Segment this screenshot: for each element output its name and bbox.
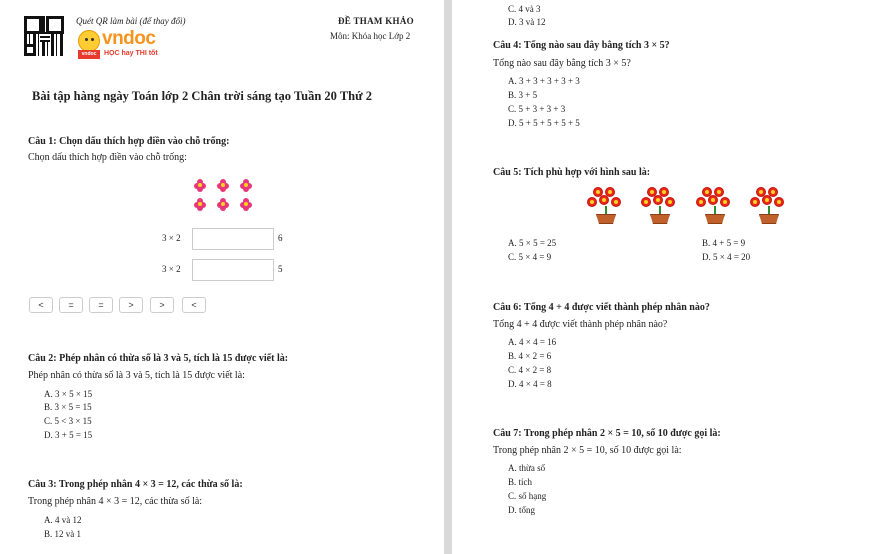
q4-option-d[interactable]: D. 5 + 5 + 5 + 5 + 5: [508, 118, 580, 128]
q1-heading: Câu 1: Chọn dấu thích hợp điền vào chỗ trống:: [28, 136, 230, 147]
q5-option-c[interactable]: C. 5 × 4 = 9: [508, 252, 552, 262]
q7-option-b[interactable]: B. tích: [508, 477, 532, 487]
page-title: Bài tập hàng ngày Toán lớp 2 Chân trời sáng tạo Tuần 20 Thứ 2: [32, 89, 372, 103]
q6-prompt: Tổng 4 + 4 được viết thành phép nhân nào?: [493, 319, 668, 330]
q4-option-b[interactable]: B. 3 + 5: [508, 90, 538, 100]
page-right: [452, 0, 896, 554]
mascot-icon: [78, 30, 100, 52]
q6-option-a[interactable]: A. 4 × 4 = 16: [508, 337, 557, 347]
choice-chip[interactable]: <: [29, 297, 53, 313]
vndoc-logo[interactable]: [78, 28, 188, 62]
logo-word: vndoc: [102, 28, 156, 49]
q2-option-a[interactable]: A. 3 × 5 × 15: [44, 389, 93, 399]
qr-code[interactable]: [24, 16, 64, 56]
q7-prompt: Trong phép nhân 2 × 5 = 10, số 10 được gọi là:: [493, 445, 682, 456]
choice-chip[interactable]: =: [59, 297, 83, 313]
q5-option-d[interactable]: D. 5 × 4 = 20: [702, 252, 751, 262]
q4-heading: Câu 4: Tổng nào sau đây bằng tích 3 × 5?: [493, 40, 670, 51]
flower-pot-icon: [586, 186, 626, 228]
flower-icon: [217, 198, 229, 210]
page-left: [0, 0, 444, 554]
q4-option-a[interactable]: A. 3 + 3 + 3 + 3 + 3: [508, 76, 580, 86]
flower-pot-icon: [695, 186, 735, 228]
q1-row1-right: 6: [278, 233, 283, 243]
q6-option-d[interactable]: D. 4 × 4 = 8: [508, 379, 552, 389]
flower-icon: [194, 198, 206, 210]
q3-option-c[interactable]: C. 4 và 3: [508, 4, 541, 14]
flower-pot-icon: [749, 186, 789, 228]
q2-option-c[interactable]: C. 5 < 3 × 15: [44, 416, 92, 426]
qr-caption: Quét QR làm bài (để thay đổi): [76, 16, 186, 26]
q1-row2-dropzone[interactable]: [192, 259, 274, 281]
q7-option-d[interactable]: D. tổng: [508, 505, 535, 515]
q7-heading: Câu 7: Trong phép nhân 2 × 5 = 10, số 10 được gọi là:: [493, 428, 721, 439]
q1-row2-right: 5: [278, 264, 283, 274]
q2-option-b[interactable]: B. 3 × 5 = 15: [44, 402, 92, 412]
q3-option-b[interactable]: B. 12 và 1: [44, 529, 81, 539]
q7-option-a[interactable]: A. thừa số: [508, 463, 546, 473]
q3-option-a[interactable]: A. 4 và 12: [44, 515, 82, 525]
q5-heading: Câu 5: Tích phù hợp với hình sau là:: [493, 167, 651, 178]
flower-pot-icon: [640, 186, 680, 228]
q4-option-c[interactable]: C. 5 + 3 + 3 + 3: [508, 104, 566, 114]
q6-option-c[interactable]: C. 4 × 2 = 8: [508, 365, 552, 375]
subject-line: Môn: Khóa học Lớp 2: [330, 31, 411, 41]
choice-chip[interactable]: >: [119, 297, 143, 313]
doc-label: ĐỀ THAM KHẢO: [338, 16, 414, 26]
flower-icon: [217, 179, 229, 191]
choice-chip[interactable]: >: [150, 297, 174, 313]
q2-heading: Câu 2: Phép nhân có thừa số là 3 và 5, tích là 15 được viết là:: [28, 353, 289, 364]
q1-row1-dropzone[interactable]: [192, 228, 274, 250]
q6-heading: Câu 6: Tổng 4 + 4 được viết thành phép nhân nào?: [493, 302, 710, 313]
logo-slogan: HỌC hay THI tốt: [104, 50, 158, 57]
q4-prompt: Tổng nào sau đây bằng tích 3 × 5?: [493, 58, 631, 69]
flower-icon: [240, 198, 252, 210]
logo-tag: vndoc: [78, 50, 100, 59]
q2-option-d[interactable]: D. 3 + 5 = 15: [44, 430, 93, 440]
q3-heading: Câu 3: Trong phép nhân 4 × 3 = 12, các thừa số là:: [28, 479, 243, 490]
q1-prompt: Chọn dấu thích hợp điền vào chỗ trống:: [28, 152, 187, 163]
q6-option-b[interactable]: B. 4 × 2 = 6: [508, 351, 552, 361]
q3-option-d[interactable]: D. 3 và 12: [508, 17, 546, 27]
q5-option-b[interactable]: B. 4 + 5 = 9: [702, 238, 746, 248]
choice-chip[interactable]: <: [182, 297, 206, 313]
q5-option-a[interactable]: A. 5 × 5 = 25: [508, 238, 557, 248]
q2-prompt: Phép nhân có thừa số là 3 và 5, tích là 15 được viết là:: [28, 370, 245, 381]
q1-row1-left: 3 × 2: [162, 233, 181, 243]
flower-icon: [240, 179, 252, 191]
choice-chip[interactable]: =: [89, 297, 113, 313]
q1-row2-left: 3 × 2: [162, 264, 181, 274]
q3-prompt: Trong phép nhân 4 × 3 = 12, các thừa số là:: [28, 496, 203, 507]
flower-icon: [194, 179, 206, 191]
q7-option-c[interactable]: C. số hạng: [508, 491, 547, 501]
